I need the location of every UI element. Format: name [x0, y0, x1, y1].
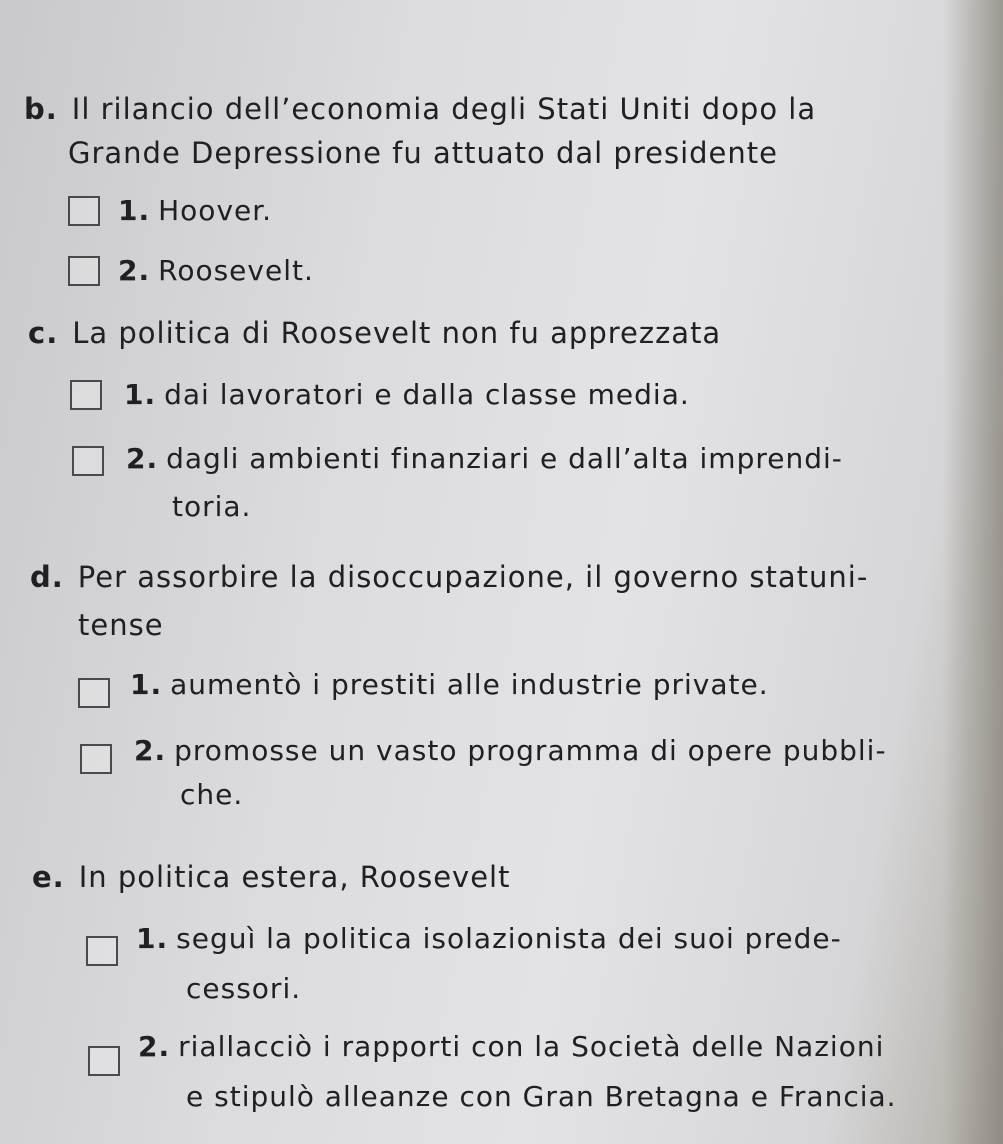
option-number: 2.: [118, 254, 151, 287]
question-e-option2: [138, 1030, 884, 1063]
question-d-option2-checkbox[interactable]: [80, 744, 112, 774]
question-e-letter: e.: [32, 860, 65, 894]
option-text: dai lavoratori e dalla classe media.: [164, 378, 690, 411]
question-e-line1: [32, 860, 510, 894]
question-b-option2-checkbox[interactable]: [68, 256, 100, 286]
page-edge-shadow: [943, 0, 1003, 1144]
option-number: 1.: [124, 378, 157, 411]
question-b-text-line1: Il rilancio dell’economia degli Stati Uniti dopo la: [71, 92, 817, 126]
question-b-line1: [24, 92, 816, 126]
question-e-text-line1: In politica estera, Roosevelt: [78, 860, 511, 894]
question-c-letter: c.: [28, 316, 59, 350]
question-b-option2: [118, 254, 314, 287]
question-b-letter: b.: [24, 92, 58, 126]
question-e-option1-continuation: cessori.: [186, 972, 302, 1005]
question-c-option2-checkbox[interactable]: [72, 446, 104, 476]
question-c-text-line1: La politica di Roosevelt non fu apprezzata: [72, 316, 722, 350]
question-d-letter: d.: [30, 560, 64, 594]
question-b-option1-checkbox[interactable]: [68, 196, 100, 226]
question-c-line1: [28, 316, 721, 350]
question-d-option2-continuation: che.: [180, 778, 244, 811]
question-d-option2: [134, 734, 887, 767]
question-e-option2-checkbox[interactable]: [88, 1046, 120, 1076]
option-number: 1.: [118, 194, 151, 227]
question-d-text-line2: tense: [78, 608, 164, 642]
question-c-option1-checkbox[interactable]: [70, 380, 102, 410]
question-c-option2-continuation: toria.: [172, 490, 252, 523]
option-text: promosse un vasto programma di opere pubbli-: [174, 734, 887, 767]
question-d-option1-checkbox[interactable]: [78, 678, 110, 708]
option-text: aumentò i prestiti alle industrie private.: [170, 668, 769, 701]
option-number: 2.: [138, 1030, 171, 1063]
option-number: 2.: [134, 734, 167, 767]
question-b-option1: [118, 194, 272, 227]
option-number: 1.: [136, 922, 169, 955]
option-text: Roosevelt.: [158, 254, 314, 287]
question-d-text-line1: Per assorbire la disoccupazione, il governo statuni-: [77, 560, 869, 594]
option-text: seguì la politica isolazionista dei suoi prede-: [176, 922, 842, 955]
question-c-option2: [126, 442, 843, 475]
question-d-line1: [30, 560, 868, 594]
question-e-option1: [136, 922, 842, 955]
question-c-option1: [124, 378, 690, 411]
question-d-option1: [130, 668, 769, 701]
option-text: riallacciò i rapporti con la Società delle Nazioni: [178, 1030, 885, 1063]
question-b-text-line2: Grande Depressione fu attuato dal presidente: [68, 136, 778, 170]
option-text: Hoover.: [158, 194, 273, 227]
option-text: dagli ambienti finanziari e dall’alta imprendi-: [166, 442, 843, 475]
question-e-option1-checkbox[interactable]: [86, 936, 118, 966]
question-e-option2-continuation: e stipulò alleanze con Gran Bretagna e Francia.: [186, 1080, 897, 1113]
option-number: 2.: [126, 442, 159, 475]
option-number: 1.: [130, 668, 163, 701]
